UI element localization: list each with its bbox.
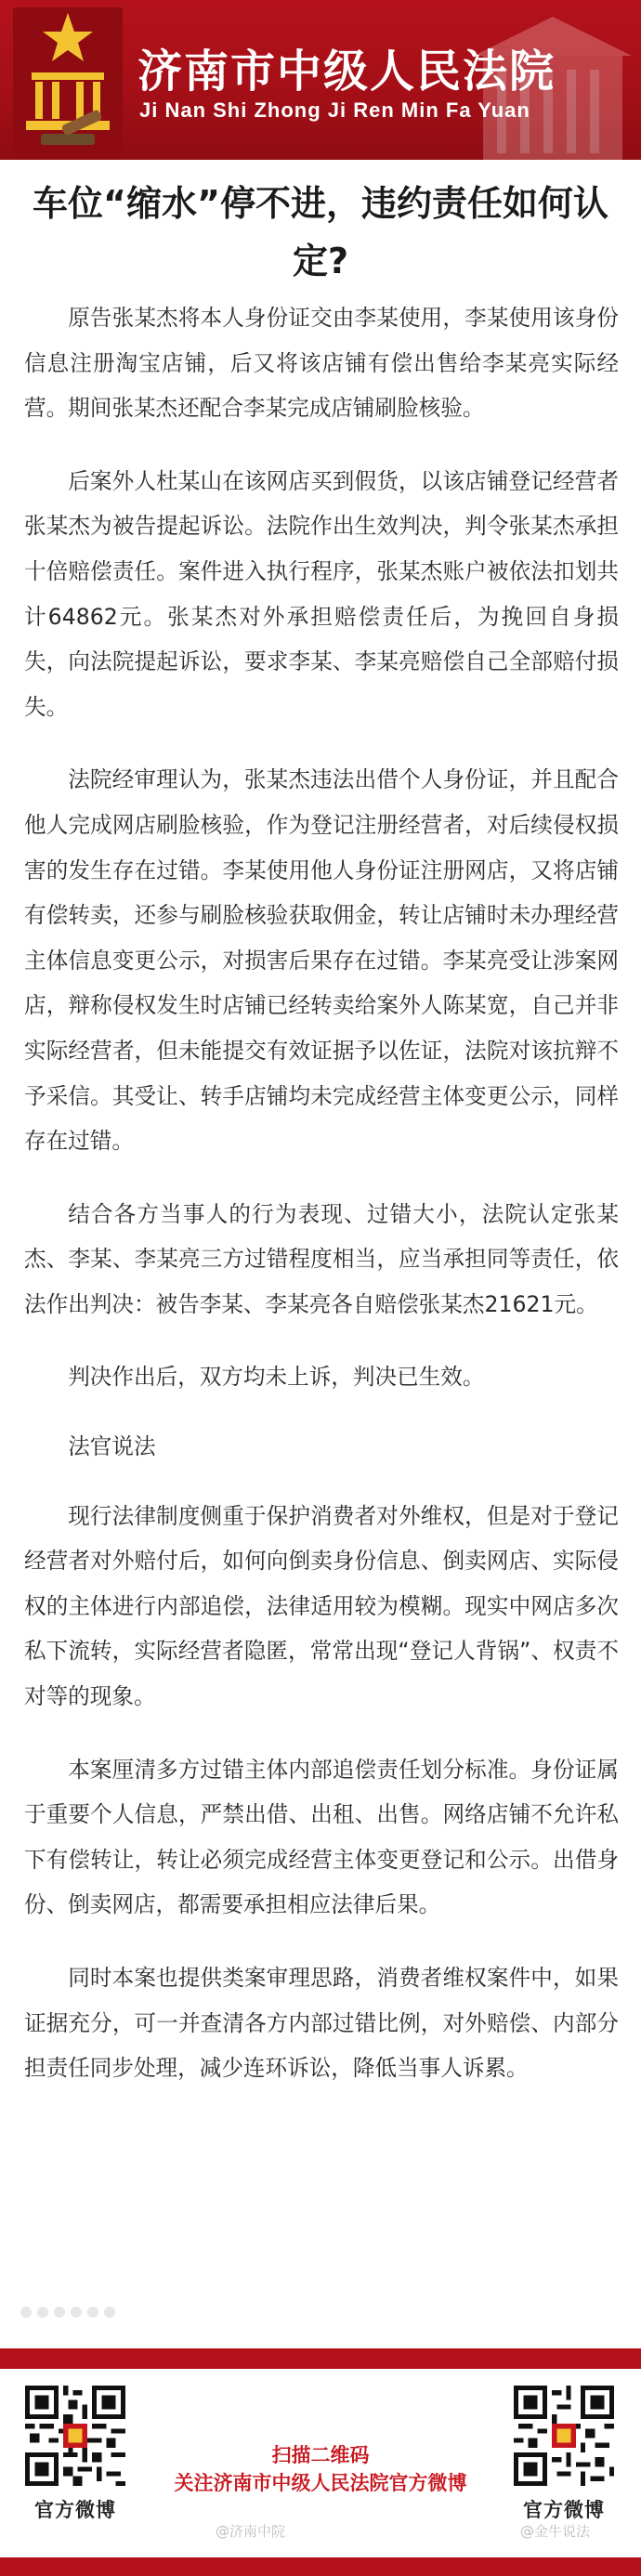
dot	[37, 2307, 48, 2318]
dot	[54, 2307, 65, 2318]
qr-code-icon[interactable]	[25, 2386, 125, 2486]
paragraph-court-reasoning: 法院经审理认为，张某杰违法出借个人身份证，并且配合他人完成网店刷脸核验，作为登记注册经营者，对后续侵权损害的发生存在过错。李某使用他人身份证注册网店，又将店铺有偿转卖，还参与刷脸核验获取佣金，转让店铺时未办理经营主体信息变更公示，对损害后果存在过错。李某亮受让涉案网店，辩称侵权发生时店铺已经转卖给案外人陈某宽，自己并非实际经营者，但未能提交有效证据予以佐证，法院对该抗辩不予采信。其受让、转手店铺均未完成经营主体变更公示，同样存在过错。	[24, 766, 619, 1155]
footer-top-bar	[0, 2348, 641, 2369]
paragraph-judge-comment-1: 现行法律制度侧重于保护消费者对外维权，但是对于登记经营者对外赔付后，如何向倒卖身份信息、倒卖网店、实际侵权的主体进行内部追偿，法律适用较为模糊。现实中网店多次私下流转，实际经营者隐匿，常常出现“登记人背锅”、权责不对等的现象。	[24, 1502, 619, 1710]
qr-label-right: 官方微博	[523, 2499, 605, 2521]
paragraph-effective: 判决作出后，双方均未上诉，判决已生效。	[68, 1364, 485, 1391]
court-name-pinyin: Ji Nan Shi Zhong Ji Ren Min Fa Yuan	[139, 98, 530, 122]
paragraph-judgment: 结合各方当事人的行为表现、过错大小，法院认定张某杰、李某、李某亮三方过错程度相当，应当承担同等责任，依法作出判决：被告李某、李某亮各自赔偿张某杰21621元。	[24, 1200, 619, 1317]
dot	[104, 2307, 115, 2318]
footer-bottom-bar	[0, 2557, 641, 2576]
watermark-right: @金牛说法	[520, 2523, 591, 2540]
scan-line-2: 关注济南市中级人民法院官方微博	[174, 2472, 467, 2494]
qr-block-right	[505, 2386, 622, 2523]
dot	[87, 2307, 98, 2318]
qr-label-left: 官方微博	[34, 2499, 116, 2521]
paragraph-judge-comment-2: 本案厘清多方过错主体内部追偿责任划分标准。身份证属于重要个人信息，严禁出借、出租、出售。网络店铺不允许私下有偿转让，转让必须完成经营主体变更登记和公示。出借身份、倒卖网店，都需要承担相应法律后果。	[24, 1756, 619, 1918]
dot	[71, 2307, 82, 2318]
scan-line-1: 扫描二维码	[271, 2444, 370, 2466]
section-heading-judge-says: 法官说法	[68, 1433, 156, 1460]
court-emblem-icon	[13, 7, 123, 152]
header-banner	[0, 0, 641, 160]
qr-block-left	[17, 2386, 134, 2523]
separator-dots	[20, 2302, 188, 2339]
paragraph-prior-suit: 后案外人杜某山在该网店买到假货，以该店铺登记经营者张某杰为被告提起诉讼。法院作出生效判决，判令张某杰承担十倍赔偿责任。案件进入执行程序，张某杰账户被依法扣划共计64862元。张某杰对外承担赔偿责任后，为挽回自身损失，向法院提起诉讼，要求李某、李某亮赔偿自己全部赔付损失。	[24, 467, 619, 720]
scan-instruction	[149, 2441, 492, 2497]
article-body	[24, 295, 619, 2119]
watermark-left: @济南中院	[216, 2523, 286, 2540]
qr-code-icon[interactable]	[514, 2386, 614, 2486]
paragraph-case-facts: 原告张某杰将本人身份证交由李某使用，李某使用该身份信息注册淘宝店铺，后又将该店铺有偿出售给李某亮实际经营。期间张某杰还配合李某完成店铺刷脸核验。	[24, 305, 619, 422]
paragraph-judge-comment-3: 同时本案也提供类案审理思路，消费者维权案件中，如果证据充分，可一并查清各方内部过错比例，对外赔偿、内部分担责任同步处理，减少连环诉讼，降低当事人诉累。	[24, 1965, 619, 2082]
article-headline: 车位“缩水”停不进，违约责任如何认定?	[33, 183, 608, 281]
footer-qr-banner	[0, 2348, 641, 2576]
court-name-title: 济南市中级人民法院	[137, 46, 556, 98]
dot	[20, 2307, 32, 2318]
